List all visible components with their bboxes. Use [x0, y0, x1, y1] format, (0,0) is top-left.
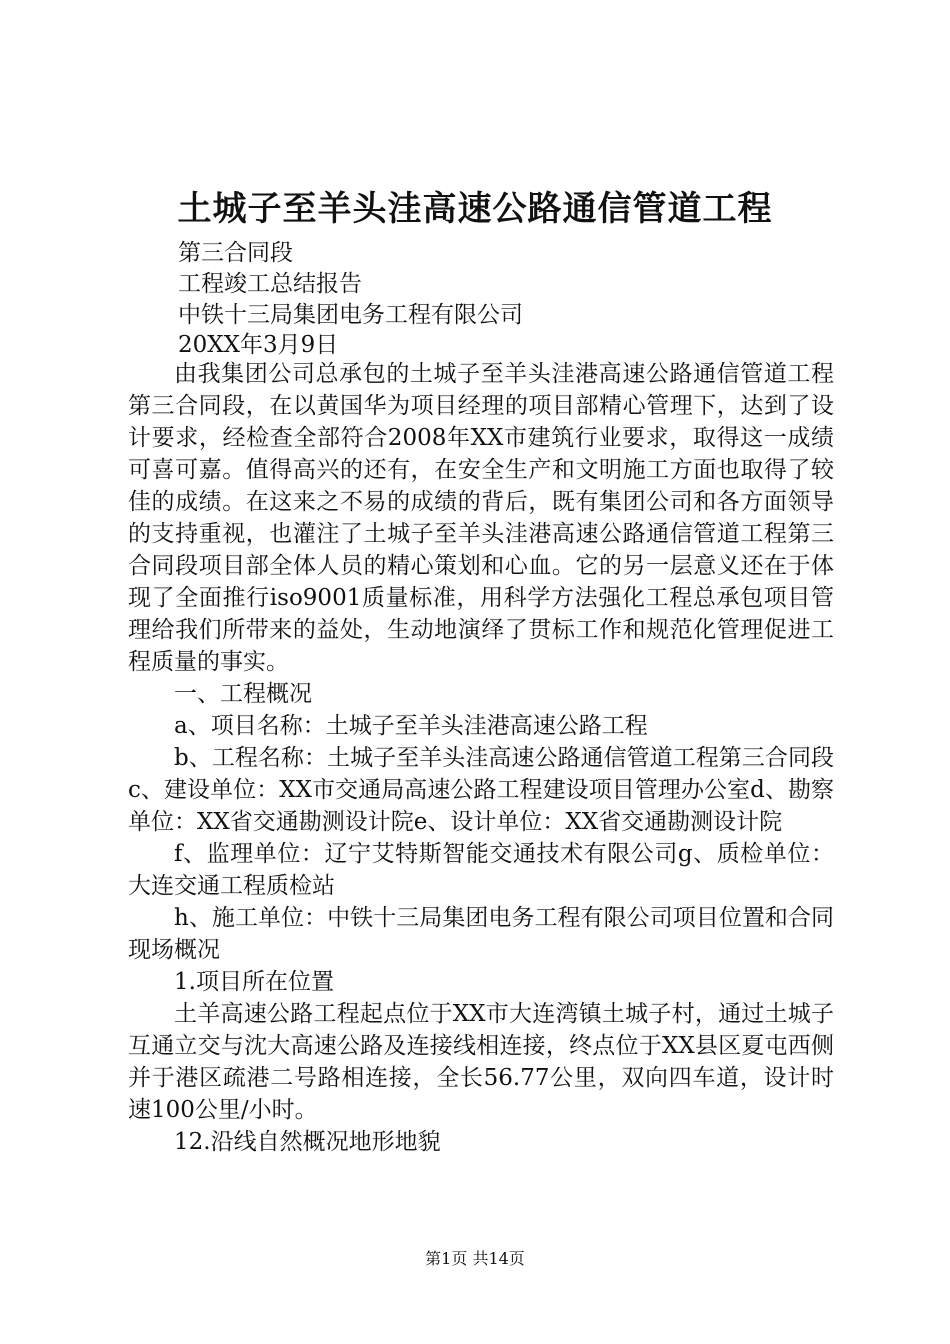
location-heading: 1.项目所在位置: [174, 969, 334, 995]
terrain-heading: 12.沿线自然概况地形地貌: [174, 1129, 441, 1155]
location-paragraph: 土羊高速公路工程起点位于XX市大连湾镇土城子村，通过土城子互通立交与沈大高速公路及连接线相连接，终点位于XX县区夏屯西侧并于港区疏港二号路相连接，全长56.77公里，双向四车道，设计时速100公里/小时。: [128, 1001, 834, 1123]
company-name: 中铁十三局集团电务工程有限公司: [178, 302, 523, 328]
project-parties-item: b、工程名称：土城子至羊头洼高速公路通信管道工程第三合同段c、建设单位：XX市交通局高速公路工程建设项目管理办公室d、勘察单位：XX省交通勘测设计院e、设计单位：XX省交通勘测设计院: [128, 745, 834, 835]
report-title: 工程竣工总结报告: [178, 271, 362, 297]
construction-unit-item: h、施工单位：中铁十三局集团电务工程有限公司项目位置和合同现场概况: [128, 905, 834, 963]
section-heading: 一、工程概况: [174, 681, 312, 707]
intro-paragraph: 由我集团公司总承包的土城子至羊头洼港高速公路通信管道工程第三合同段，在以黄国华为项目经理的项目部精心管理下，达到了设计要求，经检查全部符合2008年XX市建筑行业要求，取得这一成绩可喜可嘉。值得高兴的还有，在安全生产和文明施工方面也取得了较佳的成绩。在这来之不易的成绩的背后，既有集团公司和各方面领导的支持重视，也灌注了土城子至羊头洼港高速公路通信管道工程第三合同段项目部全体人员的精心策划和心血。它的另一层意义还在于体现了全面推行iso9001质量标准，用科学方法强化工程总承包项目管理给我们所带来的益处，生动地演绎了贯标工作和规范化管理促进工程质量的事实。: [128, 361, 834, 675]
project-name-item: a、项目名称：土城子至羊头洼港高速公路工程: [174, 713, 648, 739]
document-body: [128, 358, 834, 1158]
supervision-item: f、监理单位：辽宁艾特斯智能交通技术有限公司g、质检单位：大连交通工程质检站: [128, 841, 834, 899]
page-number: 第1页 共14页: [425, 1249, 525, 1268]
contract-section: 第三合同段: [178, 240, 293, 266]
report-date: 20XX年3月9日: [178, 332, 339, 358]
document-title: 土城子至羊头洼高速公路通信管道工程: [177, 189, 773, 229]
